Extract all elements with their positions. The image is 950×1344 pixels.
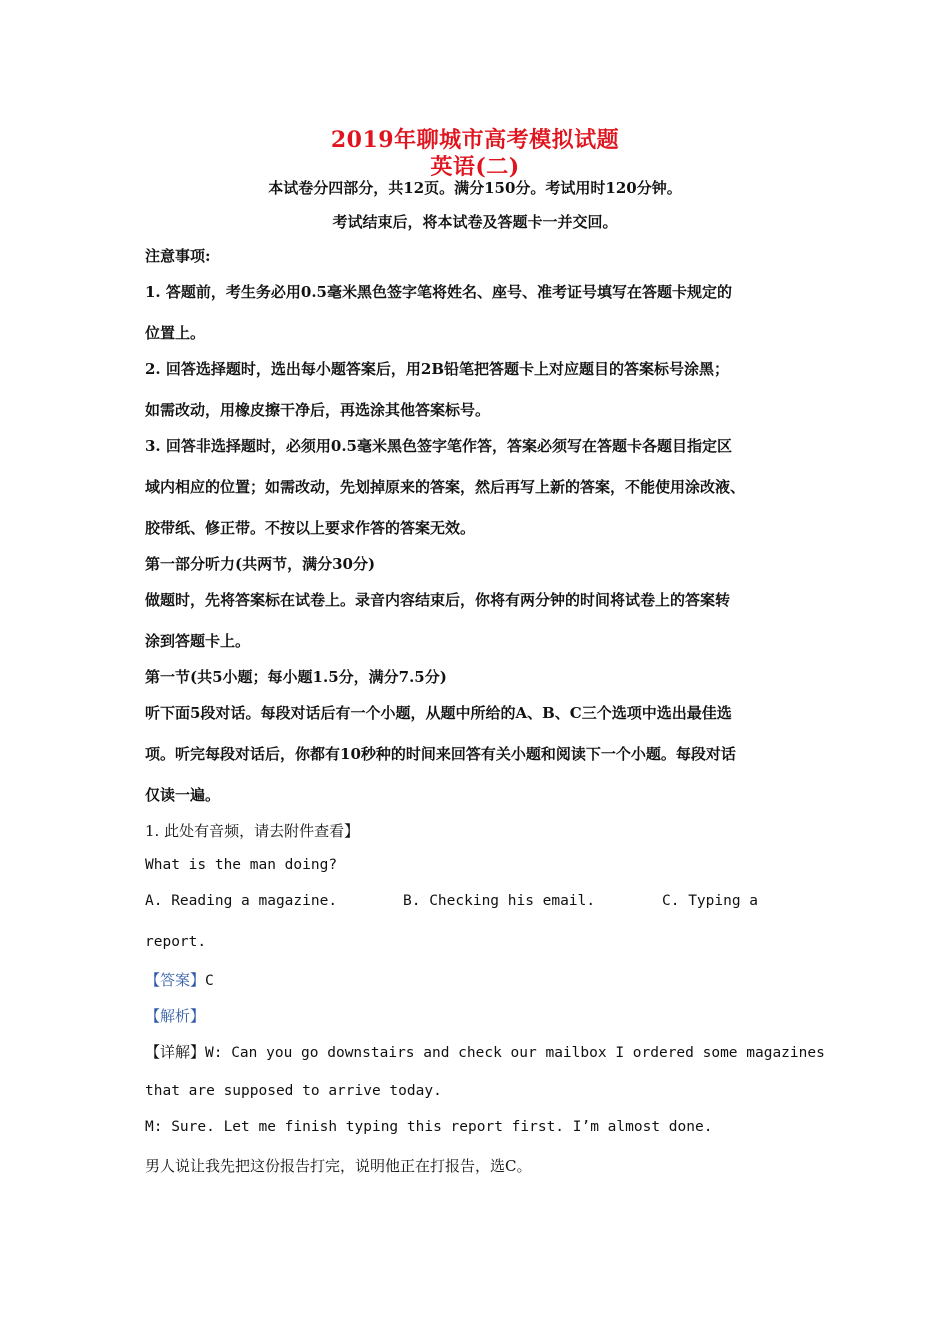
detail-woman-cont: that are supposed to arrive today.: [145, 1083, 442, 1099]
question-stem: 1. 此处有音频，请去附件查看】: [145, 822, 360, 840]
explanation: 男人说让我先把这份报告打完，说明他正在打报告，选C。: [145, 1157, 532, 1175]
detail-man: M: Sure. Let me finish typing this report first. I’m almost done.: [145, 1119, 713, 1135]
section1-instructions: 听下面5段对话。每段对话后有一个小题，从题中所给的A、B、C三个选项中选出最佳选: [145, 704, 732, 722]
exam-info: 本试卷分四部分，共12页。满分150分。考试用时120分钟。: [268, 179, 682, 197]
option-b: B. Checking his email.: [403, 893, 596, 909]
option-a: A. Reading a magazine.: [145, 893, 338, 909]
note-item-1-cont: 位置上。: [145, 324, 206, 342]
section1-instructions-cont1: 项。听完每段对话后，你都有10秒种的时间来回答有关小题和阅读下一个小题。每段对话: [145, 745, 736, 763]
detail-woman: W: Can you go downstairs and check our mailbox I ordered some magazines: [205, 1045, 825, 1061]
note-item-2: 2. 回答选择题时，选出每小题答案后，用2B铅笔把答题卡上对应题目的答案标号涂黑；: [145, 360, 730, 378]
detail-line: [145, 1041, 825, 1062]
part1-instructions: 做题时，先将答案标在试卷上。录音内容结束后，你将有两分钟的时间将试卷上的答案转: [145, 591, 731, 609]
question-text: What is the man doing?: [145, 857, 338, 873]
exam-subtitle: 英语(二): [430, 154, 520, 180]
note-item-1: 1. 答题前，考生务必用0.5毫米黑色签字笔将姓名、座号、准考证号填写在答题卡规定的: [145, 283, 732, 301]
detail-label: 【详解】: [145, 1043, 206, 1061]
section1-heading: 第一节(共5小题；每小题1.5分，满分7.5分): [145, 668, 447, 686]
section1-instructions-cont2: 仅读一遍。: [145, 786, 221, 804]
note-item-2-cont: 如需改动，用橡皮擦干净后，再选涂其他答案标号。: [145, 401, 491, 419]
answer-line: [145, 969, 815, 990]
answer-label: 【答案】: [145, 971, 206, 989]
option-c: C. Typing a: [662, 893, 759, 909]
note-item-3-cont1: 域内相应的位置；如需改动，先划掉原来的答案，然后再写上新的答案，不能使用涂改液、: [145, 478, 746, 496]
option-c-cont: report.: [145, 934, 207, 950]
note-item-3-cont2: 胶带纸、修正带。不按以上要求作答的答案无效。: [145, 519, 476, 537]
analysis-label: 【解析】: [145, 1007, 206, 1025]
exam-title: 2019年聊城市高考模拟试题: [330, 127, 620, 153]
notes-heading: 注意事项:: [145, 247, 211, 265]
part1-instructions-cont: 涂到答题卡上。: [145, 632, 251, 650]
exam-submit-note: 考试结束后，将本试卷及答题卡一并交回。: [332, 213, 618, 231]
note-item-3: 3. 回答非选择题时，必须用0.5毫米黑色签字笔作答，答案必须写在答题卡各题目指定区: [145, 437, 732, 455]
answer-value: C: [205, 973, 214, 989]
part1-heading: 第一部分听力(共两节，满分30分): [145, 555, 376, 573]
